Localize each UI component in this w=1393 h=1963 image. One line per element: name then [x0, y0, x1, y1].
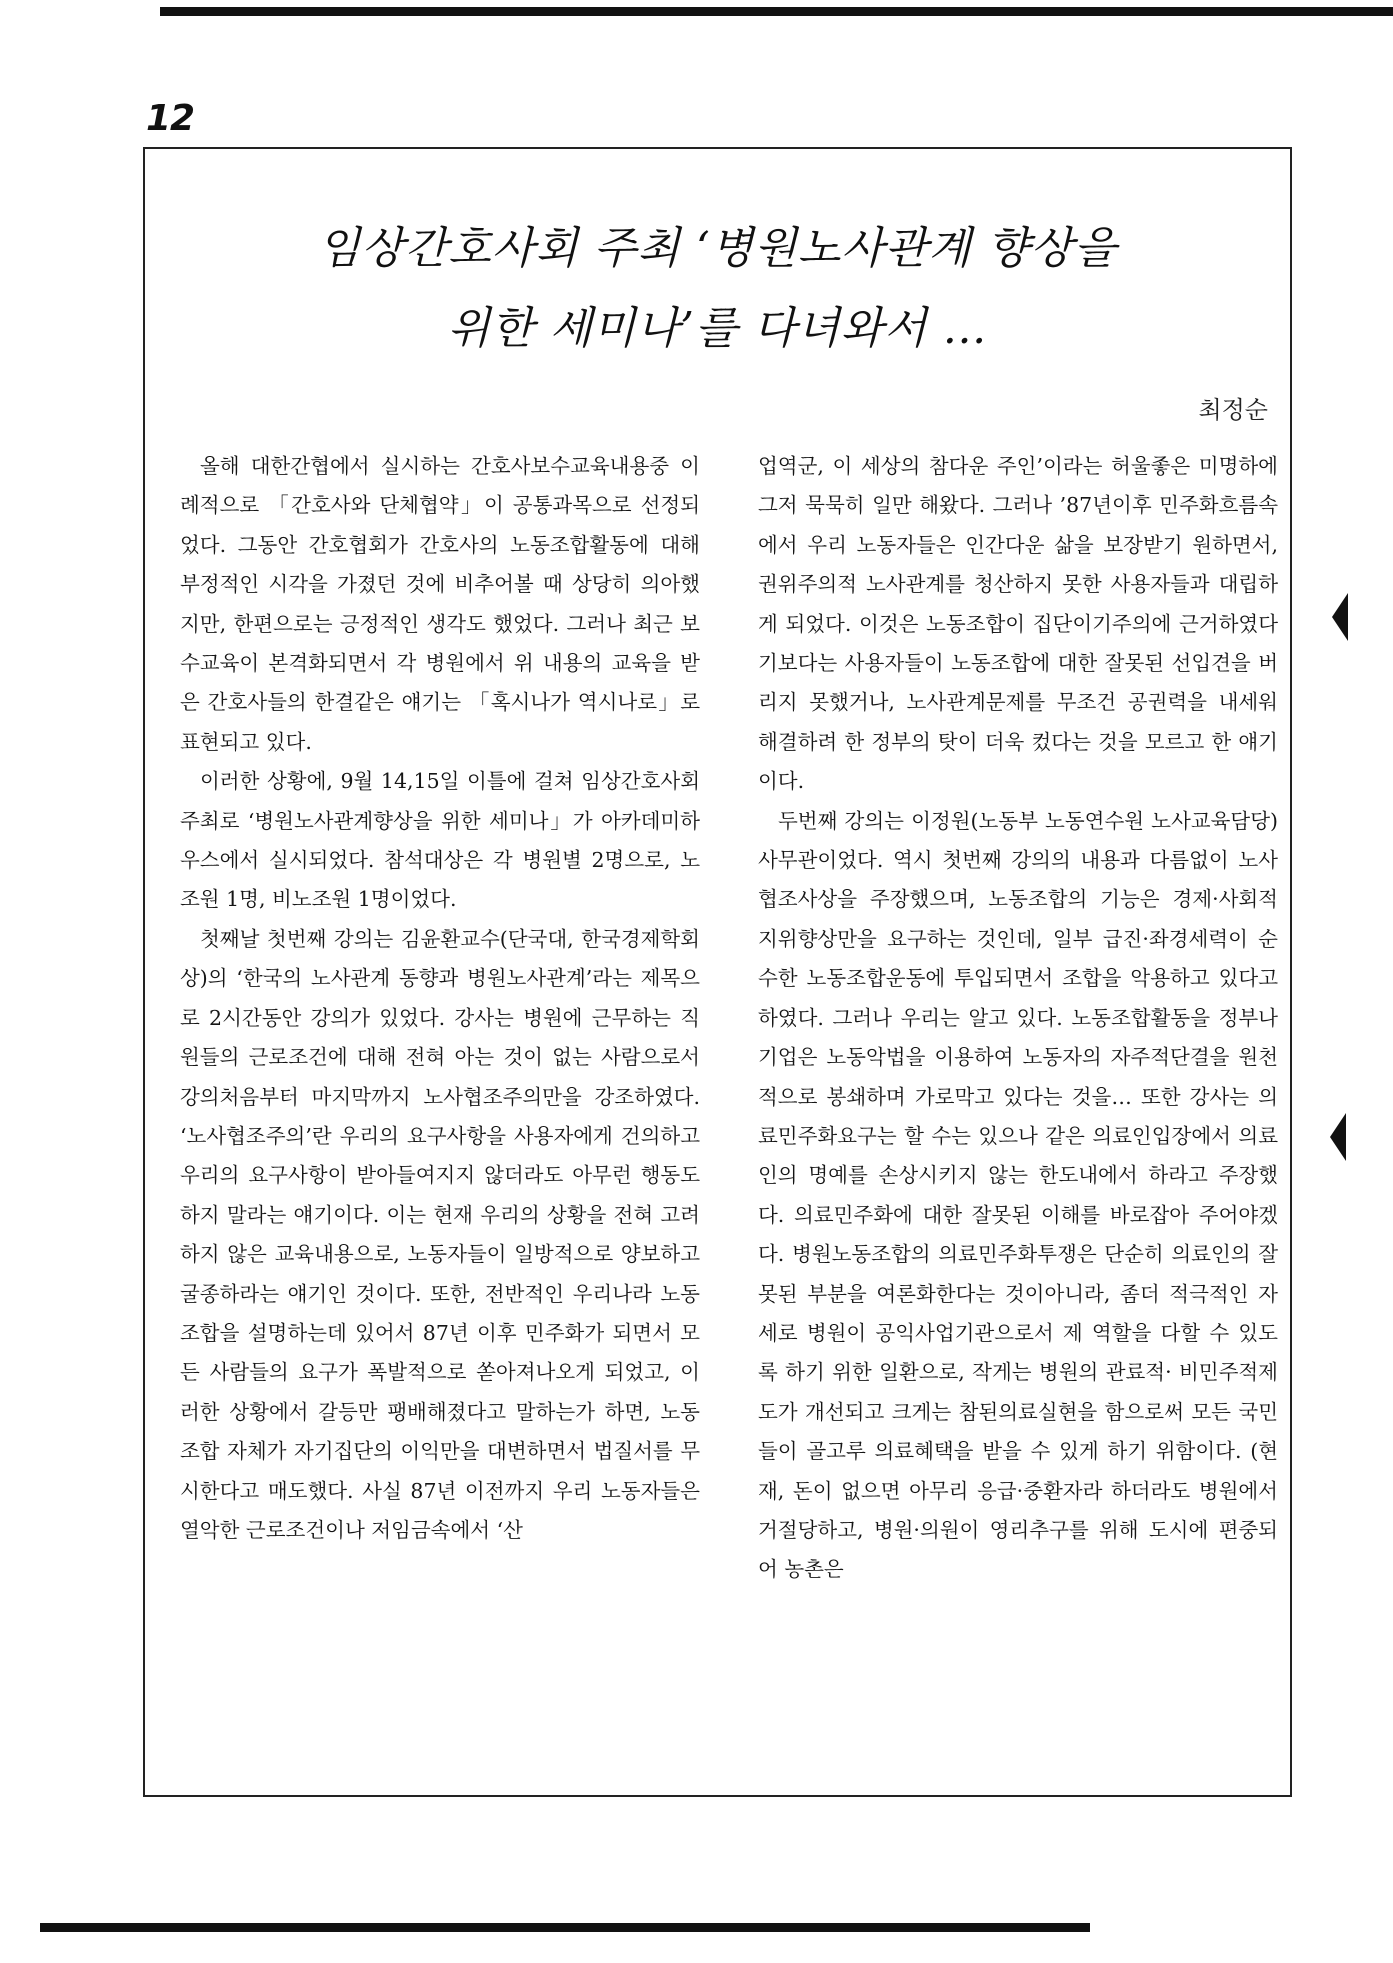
top-rule — [160, 7, 1393, 16]
left-paragraph-3: 첫째날 첫번째 강의는 김윤환교수(단국대, 한국경제학회상)의 ‘한국의 노사관계 동향과 병원노사관계’라는 제목으로 2시간동안 강의가 있었다. 강사는 병원에 근무하는 직원들의 근로조건에 대해 전혀 아는 것이 없는 사람으로서 강의처음부터 마지막까지 노사협조주의만을 강조하였다. ‘노사협조주의’란 우리의 요구사항을 사용자에게 건의하고 우리의 요구사항이 받아들여지지 않더라도 아무런 행동도 하지 말라는 얘기이다. 이는 현재 우리의 상황을 전혀 고려하지 않은 교육내용으로, 노동자들이 일방적으로 양보하고 굴종하라는 얘기인 것이다. 또한, 전반적인 우리나라 노동조합을 설명하는데 있어서 87년 이후 민주화가 되면서 모든 사람들의 요구가 폭발적으로 쏟아져나오게 되었고, 이러한 상황에서 갈등만 팽배해졌다고 말하는가 하면, 노동조합 자체가 자기집단의 이익만을 대변하면서 법질서를 무시한다고 매도했다. 사실 87년 이전까지 우리 노동자들은 열악한 근로조건이나 저임금속에서 ‘산 — [180, 926, 700, 1542]
left-paragraph-2: 이러한 상황에, 9월 14,15일 이틀에 걸쳐 임상간호사회 주최로 ‘병원노사관계향상을 위한 세미나」가 아카데미하우스에서 실시되었다. 참석대상은 각 병원별 2명으로, 노조원 1명, 비노조원 1명이었다. — [180, 769, 700, 912]
right-paragraph-2: 두번째 강의는 이정원(노동부 노동연수원 노사교육담당)사무관이었다. 역시 첫번째 강의의 내용과 다름없이 노사협조사상을 주장했으며, 노동조합의 기능은 경제·사회적 지위향상만을 요구하는 것인데, 일부 급진·좌경세력이 순수한 노동조합운동에 투입되면서 조합을 악용하고 있다고 하였다. 그러나 우리는 알고 있다. 노동조합활동을 정부나 기업은 노동악법을 이용하여 노동자의 자주적단결을 원천적으로 봉쇄하며 가로막고 있다는 것을… 또한 강사는 의료민주화요구는 할 수는 있으나 같은 의료인입장에서 의료인의 명예를 손상시키지 않는 한도내에서 하라고 주장했다. 의료민주화에 대한 잘못된 이해를 바로잡아 주어야겠다. 병원노동조합의 의료민주화투쟁은 단순히 의료인의 잘못된 부분을 여론화한다는 것이아니라, 좀더 적극적인 자세로 병원이 공익사업기관으로서 제 역할을 다할 수 있도록 하기 위한 일환으로, 작게는 병원의 관료적· 비민주적제도가 개선되고 크게는 참된의료실현을 함으로써 모든 국민들이 골고루 의료혜택을 받을 수 있게 하기 위함이다. (현재, 돈이 없으면 아무리 응급·중환자라 하더라도 병원에서 거절당하고, 병원·의원이 영리추구를 위해 도시에 편중되어 농촌은 — [758, 808, 1278, 1582]
article-title-line-2: 위한 세미나’를 다녀와서 … — [447, 303, 988, 354]
right-column — [758, 447, 1278, 1590]
left-column — [180, 447, 700, 1550]
article-title-line-1: 임상간호사회 주최 ‘병원노사관계 향상을 — [317, 223, 1118, 274]
bottom-rule — [40, 1923, 1090, 1932]
author-name: 최정순 — [1198, 396, 1268, 424]
binding-mark-icon — [1330, 1113, 1346, 1161]
page-number: 12 — [146, 98, 195, 139]
right-paragraph-1: 업역군, 이 세상의 참다운 주인’이라는 허울좋은 미명하에 그저 묵묵히 일만 해왔다. 그러나 ’87년이후 민주화흐름속에서 우리 노동자들은 인간다운 삶을 보장받기 원하면서, 권위주의적 노사관계를 청산하지 못한 사용자들과 대립하게 되었다. 이것은 노동조합이 집단이기주의에 근거하였다기보다는 사용자들이 노동조합에 대한 잘못된 선입견을 버리지 못했거나, 노사관계문제를 무조건 공권력을 내세워 해결하려 한 정부의 탓이 더욱 컸다는 것을 모르고 한 얘기이다. — [758, 454, 1278, 794]
left-paragraph-1: 올해 대한간협에서 실시하는 간호사보수교육내용중 이례적으로 「간호사와 단체협약」이 공통과목으로 선정되었다. 그동안 간호협회가 간호사의 노동조합활동에 대해 부정적인 시각을 가졌던 것에 비추어볼 때 상당히 의아했지만, 한편으로는 긍정적인 생각도 했었다. 그러나 최근 보수교육이 본격화되면서 각 병원에서 위 내용의 교육을 받은 간호사들의 한결같은 얘기는 「혹시나가 역시나로」로 표현되고 있다. — [180, 454, 700, 754]
binding-mark-icon — [1332, 593, 1348, 641]
